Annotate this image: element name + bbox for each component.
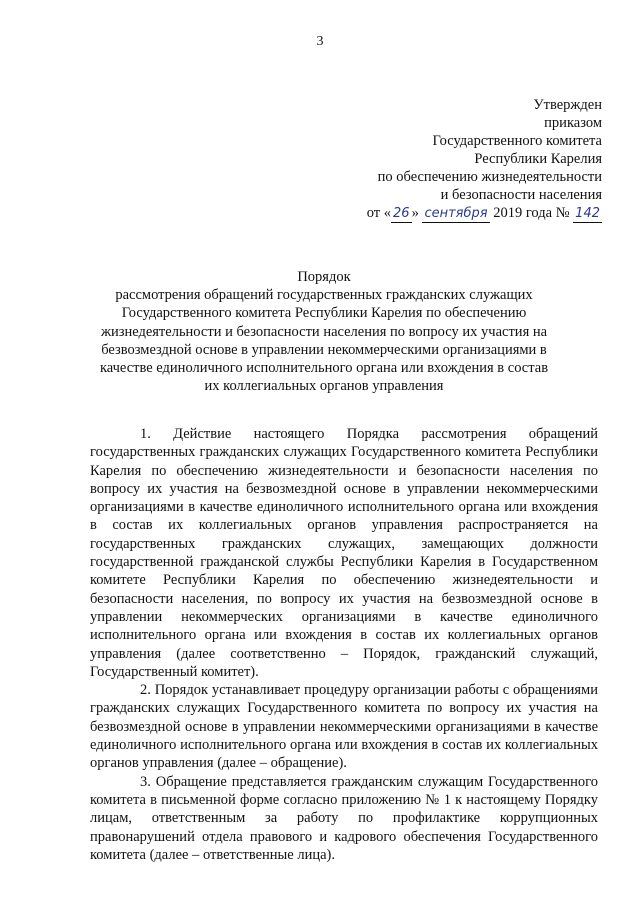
- approval-line: и безопасности населения: [440, 187, 602, 203]
- document-body: [90, 425, 598, 864]
- approval-line: по обеспечению жизнедеятельности: [377, 169, 602, 185]
- approval-line: Государственного комитета: [432, 133, 602, 149]
- title-line: их коллегиальных органов управления: [204, 378, 444, 395]
- paragraph-1: 1. Действие настоящего Порядка рассмотрения обращений государственных гражданских служащих Государственного комитета Республики Карелия по обеспечению жизнедеятельности и безопасности населения по вопросу их участия на безвозмездной основе в управлении некоммерческими организациями в качестве единоличного исполнительного органа или вхождения в состав их коллегиальных органов управления распространяется на государственных гражданских служащих, замещающих должности государственной гражданской службы Республики Карелия в Государственном комитете Республики Карелия по обеспечению жизнедеятельности и безопасности населения, по вопросу их участия на безвозмездной основе в управлении некоммерческих организациями в качестве единоличного исполнительного органа или вхождения в состав их коллегиальных органов управления (далее соответственно – Порядок, гражданский служащий, Государственный комитет).: [90, 426, 598, 680]
- order-number-handwritten: 142: [575, 206, 600, 221]
- date-day-handwritten: 26: [393, 206, 410, 221]
- document-title-block: [82, 268, 566, 395]
- title-line: безвозмездной основе в управлении некоммерческими организациями в: [101, 341, 547, 358]
- title-line: жизнедеятельности и безопасности населения по вопросу их участия на: [100, 323, 548, 340]
- approval-line: Утвержден: [533, 97, 602, 113]
- paragraph-2: 2. Порядок устанавливает процедуру организации работы с обращениями гражданских служащих Государственного комитета по вопросу их участия на безвозмездной основе в управлении некоммерческими организациями в качестве единоличного исполнительного органа или вхождения в состав их коллегиальных органов управления (далее – обращение).: [90, 682, 598, 772]
- title-line: качестве единоличного исполнительного органа или вхождения в состав: [99, 360, 549, 377]
- date-close: »: [411, 205, 419, 221]
- approval-stamp-block: [282, 96, 602, 223]
- approval-line: Республики Карелия: [474, 151, 602, 167]
- title-line: рассмотрения обращений государственных гражданских служащих: [115, 287, 533, 304]
- date-prefix: от «: [366, 205, 392, 221]
- date-month-handwritten: сентября: [424, 206, 488, 221]
- page-number: 3: [316, 34, 324, 49]
- approval-date-line: [282, 204, 602, 223]
- title-line: Государственного комитета Республики Карелия по обеспечению: [121, 305, 527, 322]
- date-year: 2019 года №: [493, 205, 570, 221]
- approval-line: приказом: [544, 115, 602, 131]
- paragraph-3: 3. Обращение представляется гражданским служащим Государственного комитета в письменной форме согласно приложению № 1 к настоящему Порядку лицам, ответственным за работу по профилактике коррупционных правонарушений отдела правового и кадрового обеспечения Государственного комитета (далее – ответственные лица).: [90, 773, 598, 863]
- document-heading: Порядок: [297, 269, 351, 285]
